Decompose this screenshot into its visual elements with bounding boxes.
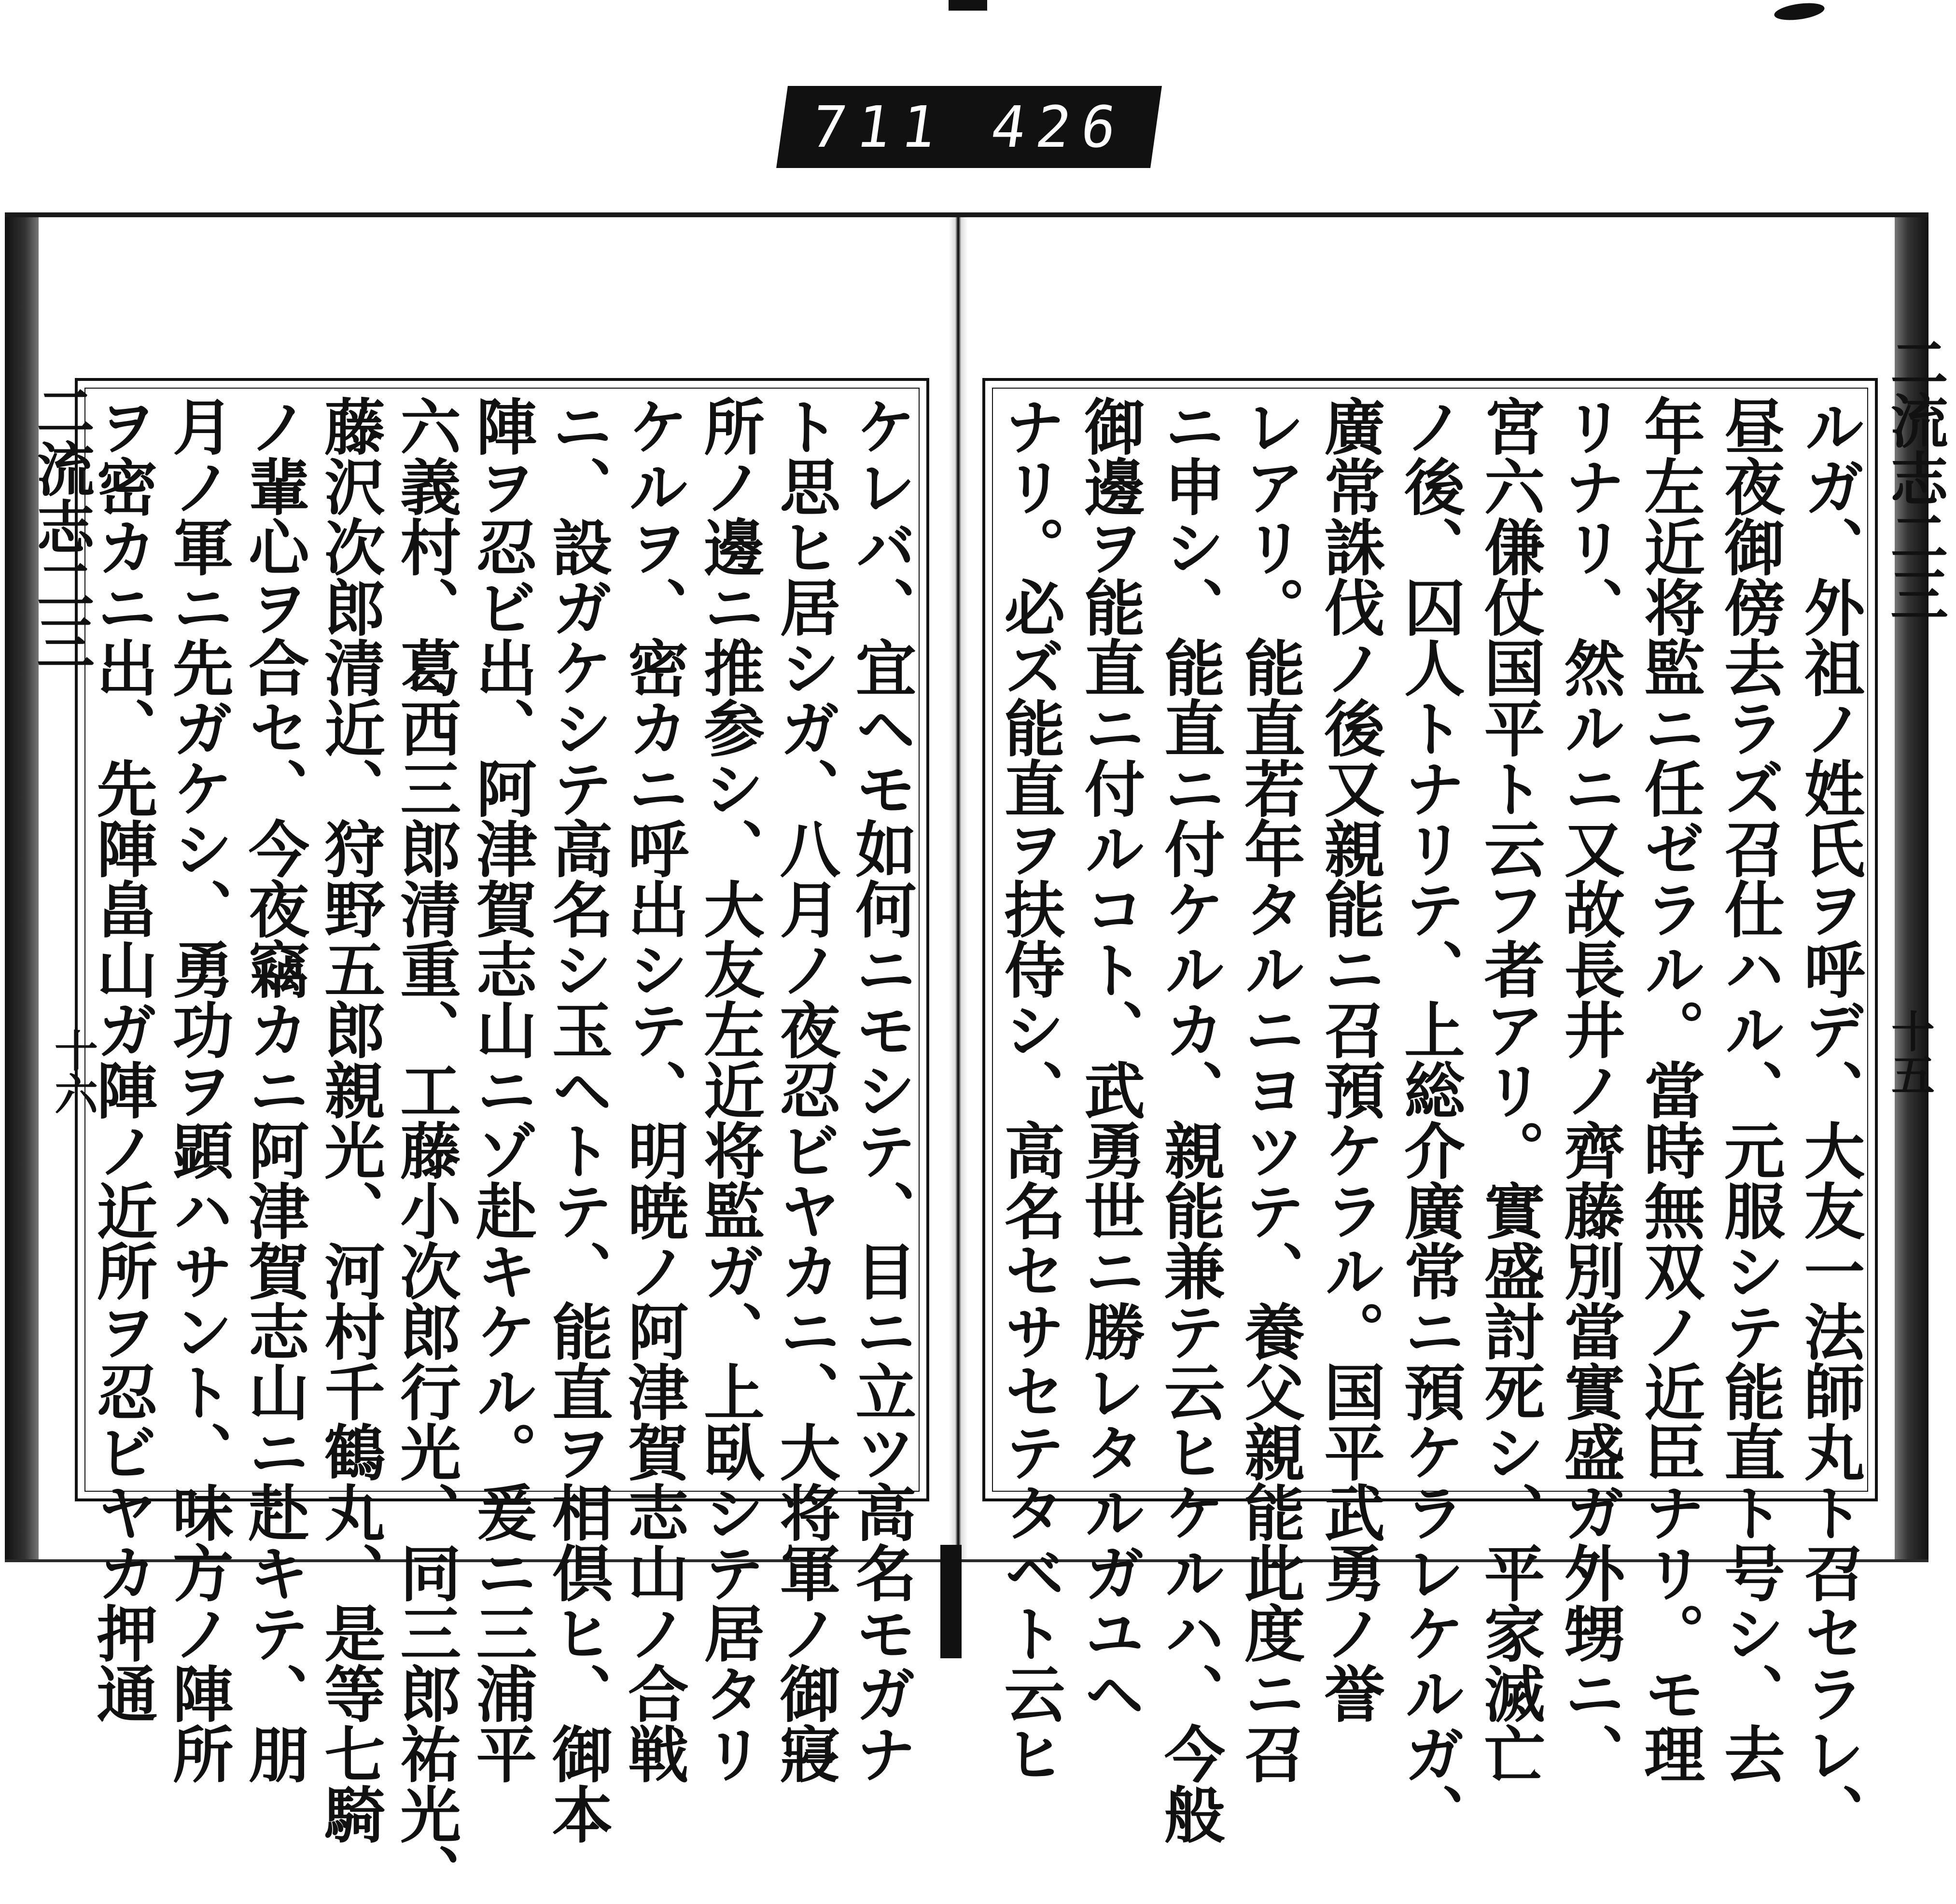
left-page-side-title: 二流志二三 [27,381,95,671]
text-column: ニ、設ガケシテ高名シ玉ヘトテ、能直ヲ相倶ヒ、御本 [542,395,614,1844]
text-column: ケルヲ、密カニ呼出シテ、明暁ノ阿津賀志山ノ合戦 [618,395,690,1783]
text-column: 宮六傔仗国平ト云フ者アリ。實盛討死シ、平家滅亡 [1474,395,1546,1783]
right-page-side-title: 二流志二三 [1881,333,1949,623]
left-page-number: 十六 [47,1028,98,1115]
text-column: ケレバ、宜ヘモ如何ニモシテ、目ニ立ツ高名モガナ [845,395,917,1783]
text-column: リナリ、然ルニ又故長井ノ齊藤別當實盛ガ外甥ニ、 [1554,395,1626,1783]
text-column: ナリ。必ズ能直ヲ扶侍シ、高名セサセテタベト云ヒ [994,395,1066,1783]
text-column: 年左近将監ニ任ゼラル。當時無双ノ近臣ナリ。モ理 [1634,395,1706,1783]
text-column: レアリ。能直若年タルニヨツテ、養父親能此度ニ召 [1234,395,1306,1783]
text-column: 御邊ヲ能直ニ付ルコト、武勇世ニ勝レタルガユヘ [1074,395,1146,1723]
text-column: 所ノ邊ニ推参シ、大友左近将監ガ、上臥シテ居タリ [694,395,766,1783]
call-number-label [776,86,1162,168]
text-column: ルガ、外祖ノ姓氏ヲ呼デ、大友一法師丸ト召セラレ、 [1794,395,1866,1844]
scan-smudge-corner [1773,0,1825,23]
gutter-shadow [940,1545,962,1658]
text-column: ノ後、囚人トナリテ、上総介廣常ニ預ケラレケルガ、 [1394,395,1466,1844]
right-page-columns [994,395,1866,1844]
right-page-text-frame [982,378,1878,1844]
text-column: 月ノ軍ニ先ガケシ、勇功ヲ顕ハサント、味方ノ陣所 [163,395,235,1783]
text-column: 昼夜御傍去ラズ召仕ハル、元服シテ能直ト号シ、去 [1714,395,1786,1783]
text-column: ヲ密カニ出、先陣畠山ガ陣ノ近所ヲ忍ビヤカ押通 [87,395,158,1723]
text-column: ト思ヒ居シガ、八月ノ夜忍ビヤカニ、大将軍ノ御寢 [769,395,841,1783]
right-page-number: 十五 [1884,1009,1935,1096]
text-column: ニ申シ、能直ニ付ケルカ、親能兼テ云ヒケルハ、今般 [1154,395,1226,1844]
left-page-columns [87,395,917,1904]
text-column: 廣常誅伐ノ後又親能ニ召預ケラル。国平武勇ノ誉 [1314,395,1386,1723]
text-column: 藤沢次郎清近、狩野五郎親光、河村千鶴丸、是等七騎 [314,395,386,1844]
scan-smudge-top [949,0,987,11]
text-column: 陣ヲ忍ビ出、阿津賀志山ニゾ赴キケル。爰ニ三浦平 [466,395,538,1783]
text-column: 六義村、葛西三郎清重、工藤小次郎行光、同三郎祐光、 [390,395,462,1904]
call-number-text: 711 426 [807,94,1131,160]
book-gutter [949,217,968,1559]
left-page-text-frame [75,378,929,1904]
text-column: ノ輩心ヲ合セ、今夜竊カニ阿津賀志山ニ赴キテ、朋 [238,395,310,1783]
